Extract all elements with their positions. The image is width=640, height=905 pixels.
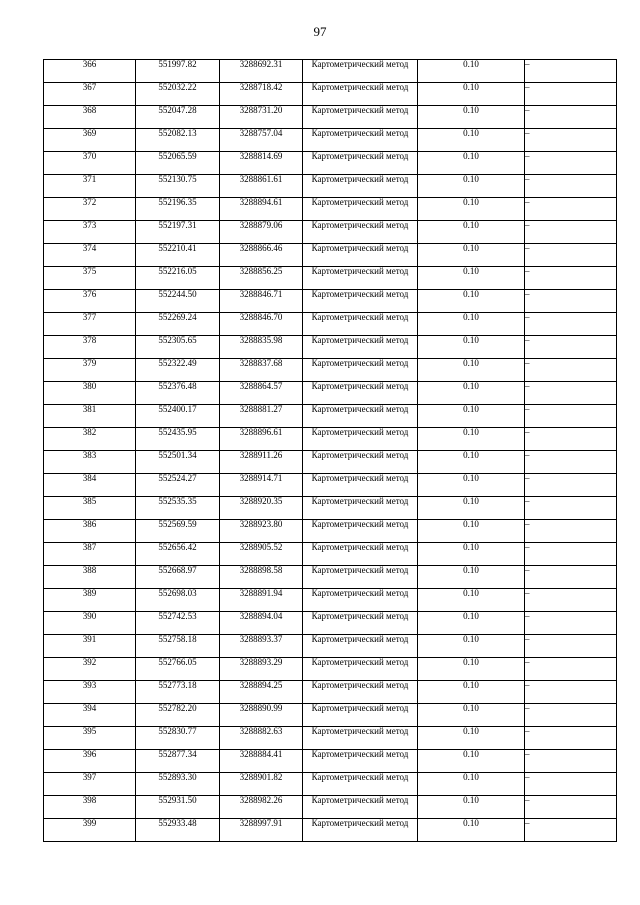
table-row [44,244,617,267]
y-coordinate-cell: 3288894.04 [220,612,303,635]
point-number-cell: 384 [44,474,136,497]
method-cell: Картометрический метод [303,658,418,681]
x-coordinate-cell: 552216.05 [136,267,220,290]
x-coordinate-cell: 552130.75 [136,175,220,198]
table-row [44,106,617,129]
accuracy-cell: 0.10 [418,60,525,83]
point-number-cell: 393 [44,681,136,704]
accuracy-cell: 0.10 [418,750,525,773]
table-row [44,520,617,543]
y-coordinate-cell: 3288692.31 [220,60,303,83]
accuracy-cell: 0.10 [418,336,525,359]
table-row [44,474,617,497]
accuracy-cell: 0.10 [418,589,525,612]
description-cell: – [525,221,617,244]
x-coordinate-cell: 552656.42 [136,543,220,566]
description-cell: – [525,796,617,819]
y-coordinate-cell: 3288896.61 [220,428,303,451]
point-number-cell: 377 [44,313,136,336]
point-number-cell: 386 [44,520,136,543]
table-row [44,451,617,474]
description-cell: – [525,198,617,221]
method-cell: Картометрический метод [303,106,418,129]
table-row [44,198,617,221]
accuracy-cell: 0.10 [418,773,525,796]
method-cell: Картометрический метод [303,405,418,428]
description-cell: – [525,405,617,428]
description-cell: – [525,658,617,681]
y-coordinate-cell: 3288898.58 [220,566,303,589]
accuracy-cell: 0.10 [418,106,525,129]
table-row [44,382,617,405]
table-row [44,819,617,842]
x-coordinate-cell: 552893.30 [136,773,220,796]
accuracy-cell: 0.10 [418,451,525,474]
x-coordinate-cell: 551997.82 [136,60,220,83]
point-number-cell: 379 [44,359,136,382]
y-coordinate-cell: 3288814.69 [220,152,303,175]
y-coordinate-cell: 3288894.25 [220,681,303,704]
page-number: 97 [313,24,327,39]
accuracy-cell: 0.10 [418,681,525,704]
method-cell: Картометрический метод [303,612,418,635]
accuracy-cell: 0.10 [418,520,525,543]
method-cell: Картометрический метод [303,566,418,589]
accuracy-cell: 0.10 [418,796,525,819]
x-coordinate-cell: 552501.34 [136,451,220,474]
accuracy-cell: 0.10 [418,474,525,497]
table-row [44,83,617,106]
table-row [44,658,617,681]
y-coordinate-cell: 3288891.94 [220,589,303,612]
point-number-cell: 380 [44,382,136,405]
point-number-cell: 394 [44,704,136,727]
description-cell: – [525,727,617,750]
table-row [44,267,617,290]
table-row [44,773,617,796]
accuracy-cell: 0.10 [418,819,525,842]
coordinates-table [43,59,617,842]
method-cell: Картометрический метод [303,474,418,497]
accuracy-cell: 0.10 [418,428,525,451]
accuracy-cell: 0.10 [418,244,525,267]
accuracy-cell: 0.10 [418,704,525,727]
description-cell: – [525,589,617,612]
point-number-cell: 398 [44,796,136,819]
table-row [44,727,617,750]
point-number-cell: 369 [44,129,136,152]
x-coordinate-cell: 552931.50 [136,796,220,819]
point-number-cell: 390 [44,612,136,635]
point-number-cell: 385 [44,497,136,520]
description-cell: – [525,60,617,83]
accuracy-cell: 0.10 [418,566,525,589]
y-coordinate-cell: 3288905.52 [220,543,303,566]
method-cell: Картометрический метод [303,244,418,267]
x-coordinate-cell: 552400.17 [136,405,220,428]
y-coordinate-cell: 3288890.99 [220,704,303,727]
method-cell: Картометрический метод [303,681,418,704]
x-coordinate-cell: 552210.41 [136,244,220,267]
y-coordinate-cell: 3288846.71 [220,290,303,313]
y-coordinate-cell: 3288982.26 [220,796,303,819]
method-cell: Картометрический метод [303,83,418,106]
x-coordinate-cell: 552758.18 [136,635,220,658]
point-number-cell: 392 [44,658,136,681]
table-row [44,152,617,175]
method-cell: Картометрический метод [303,451,418,474]
table-row [44,129,617,152]
method-cell: Картометрический метод [303,796,418,819]
y-coordinate-cell: 3288835.98 [220,336,303,359]
method-cell: Картометрический метод [303,635,418,658]
point-number-cell: 372 [44,198,136,221]
description-cell: – [525,612,617,635]
y-coordinate-cell: 3288920.35 [220,497,303,520]
y-coordinate-cell: 3288893.37 [220,635,303,658]
description-cell: – [525,290,617,313]
x-coordinate-cell: 552322.49 [136,359,220,382]
method-cell: Картометрический метод [303,152,418,175]
x-coordinate-cell: 552047.28 [136,106,220,129]
description-cell: – [525,474,617,497]
method-cell: Картометрический метод [303,819,418,842]
description-cell: – [525,704,617,727]
description-cell: – [525,566,617,589]
description-cell: – [525,773,617,796]
accuracy-cell: 0.10 [418,635,525,658]
y-coordinate-cell: 3288731.20 [220,106,303,129]
description-cell: – [525,83,617,106]
y-coordinate-cell: 3288757.04 [220,129,303,152]
method-cell: Картометрический метод [303,773,418,796]
description-cell: – [525,152,617,175]
accuracy-cell: 0.10 [418,152,525,175]
x-coordinate-cell: 552197.31 [136,221,220,244]
method-cell: Картометрический метод [303,129,418,152]
table-row [44,704,617,727]
accuracy-cell: 0.10 [418,129,525,152]
method-cell: Картометрический метод [303,382,418,405]
method-cell: Картометрический метод [303,543,418,566]
table-row [44,405,617,428]
y-coordinate-cell: 3288923.80 [220,520,303,543]
description-cell: – [525,520,617,543]
table-row [44,290,617,313]
point-number-cell: 367 [44,83,136,106]
y-coordinate-cell: 3288882.63 [220,727,303,750]
method-cell: Картометрический метод [303,60,418,83]
method-cell: Картометрический метод [303,704,418,727]
accuracy-cell: 0.10 [418,543,525,566]
method-cell: Картометрический метод [303,589,418,612]
description-cell: – [525,681,617,704]
accuracy-cell: 0.10 [418,221,525,244]
point-number-cell: 399 [44,819,136,842]
description-cell: – [525,750,617,773]
point-number-cell: 396 [44,750,136,773]
y-coordinate-cell: 3288894.61 [220,198,303,221]
accuracy-cell: 0.10 [418,359,525,382]
method-cell: Картометрический метод [303,313,418,336]
table-row [44,796,617,819]
y-coordinate-cell: 3288893.29 [220,658,303,681]
method-cell: Картометрический метод [303,520,418,543]
x-coordinate-cell: 552766.05 [136,658,220,681]
table-row [44,60,617,83]
x-coordinate-cell: 552244.50 [136,290,220,313]
method-cell: Картометрический метод [303,727,418,750]
point-number-cell: 388 [44,566,136,589]
accuracy-cell: 0.10 [418,658,525,681]
method-cell: Картометрический метод [303,175,418,198]
point-number-cell: 383 [44,451,136,474]
accuracy-cell: 0.10 [418,612,525,635]
point-number-cell: 366 [44,60,136,83]
description-cell: – [525,428,617,451]
accuracy-cell: 0.10 [418,382,525,405]
table-row [44,221,617,244]
method-cell: Картометрический метод [303,221,418,244]
x-coordinate-cell: 552305.65 [136,336,220,359]
point-number-cell: 373 [44,221,136,244]
description-cell: – [525,819,617,842]
x-coordinate-cell: 552082.13 [136,129,220,152]
accuracy-cell: 0.10 [418,497,525,520]
x-coordinate-cell: 552742.53 [136,612,220,635]
y-coordinate-cell: 3288856.25 [220,267,303,290]
description-cell: – [525,244,617,267]
table-row [44,428,617,451]
table-row [44,336,617,359]
x-coordinate-cell: 552435.95 [136,428,220,451]
point-number-cell: 370 [44,152,136,175]
point-number-cell: 375 [44,267,136,290]
accuracy-cell: 0.10 [418,405,525,428]
y-coordinate-cell: 3288861.61 [220,175,303,198]
description-cell: – [525,106,617,129]
x-coordinate-cell: 552524.27 [136,474,220,497]
x-coordinate-cell: 552782.20 [136,704,220,727]
y-coordinate-cell: 3288846.70 [220,313,303,336]
x-coordinate-cell: 552698.03 [136,589,220,612]
description-cell: – [525,497,617,520]
table-row [44,612,617,635]
point-number-cell: 374 [44,244,136,267]
y-coordinate-cell: 3288881.27 [220,405,303,428]
description-cell: – [525,543,617,566]
table-row [44,681,617,704]
y-coordinate-cell: 3288718.42 [220,83,303,106]
x-coordinate-cell: 552032.22 [136,83,220,106]
accuracy-cell: 0.10 [418,175,525,198]
method-cell: Картометрический метод [303,198,418,221]
table-row [44,497,617,520]
point-number-cell: 371 [44,175,136,198]
accuracy-cell: 0.10 [418,727,525,750]
x-coordinate-cell: 552196.35 [136,198,220,221]
method-cell: Картометрический метод [303,290,418,313]
point-number-cell: 376 [44,290,136,313]
y-coordinate-cell: 3288901.82 [220,773,303,796]
x-coordinate-cell: 552535.35 [136,497,220,520]
x-coordinate-cell: 552830.77 [136,727,220,750]
table-row [44,359,617,382]
y-coordinate-cell: 3288879.06 [220,221,303,244]
point-number-cell: 397 [44,773,136,796]
table-row [44,635,617,658]
method-cell: Картометрический метод [303,336,418,359]
table-row [44,566,617,589]
coordinates-table-body [44,60,617,842]
x-coordinate-cell: 552668.97 [136,566,220,589]
description-cell: – [525,451,617,474]
y-coordinate-cell: 3288837.68 [220,359,303,382]
table-row [44,175,617,198]
x-coordinate-cell: 552877.34 [136,750,220,773]
point-number-cell: 395 [44,727,136,750]
description-cell: – [525,175,617,198]
method-cell: Картометрический метод [303,497,418,520]
accuracy-cell: 0.10 [418,198,525,221]
y-coordinate-cell: 3288864.57 [220,382,303,405]
point-number-cell: 391 [44,635,136,658]
method-cell: Картометрический метод [303,359,418,382]
table-row [44,313,617,336]
description-cell: – [525,313,617,336]
description-cell: – [525,267,617,290]
description-cell: – [525,382,617,405]
accuracy-cell: 0.10 [418,290,525,313]
point-number-cell: 381 [44,405,136,428]
point-number-cell: 387 [44,543,136,566]
point-number-cell: 368 [44,106,136,129]
y-coordinate-cell: 3288997.91 [220,819,303,842]
y-coordinate-cell: 3288866.46 [220,244,303,267]
table-row [44,589,617,612]
point-number-cell: 389 [44,589,136,612]
table-row [44,750,617,773]
x-coordinate-cell: 552269.24 [136,313,220,336]
x-coordinate-cell: 552065.59 [136,152,220,175]
accuracy-cell: 0.10 [418,267,525,290]
x-coordinate-cell: 552933.48 [136,819,220,842]
accuracy-cell: 0.10 [418,83,525,106]
x-coordinate-cell: 552569.59 [136,520,220,543]
method-cell: Картометрический метод [303,750,418,773]
description-cell: – [525,635,617,658]
y-coordinate-cell: 3288911.26 [220,451,303,474]
description-cell: – [525,336,617,359]
accuracy-cell: 0.10 [418,313,525,336]
method-cell: Картометрический метод [303,267,418,290]
x-coordinate-cell: 552376.48 [136,382,220,405]
y-coordinate-cell: 3288884.41 [220,750,303,773]
point-number-cell: 378 [44,336,136,359]
y-coordinate-cell: 3288914.71 [220,474,303,497]
point-number-cell: 382 [44,428,136,451]
table-row [44,543,617,566]
x-coordinate-cell: 552773.18 [136,681,220,704]
description-cell: – [525,129,617,152]
method-cell: Картометрический метод [303,428,418,451]
description-cell: – [525,359,617,382]
